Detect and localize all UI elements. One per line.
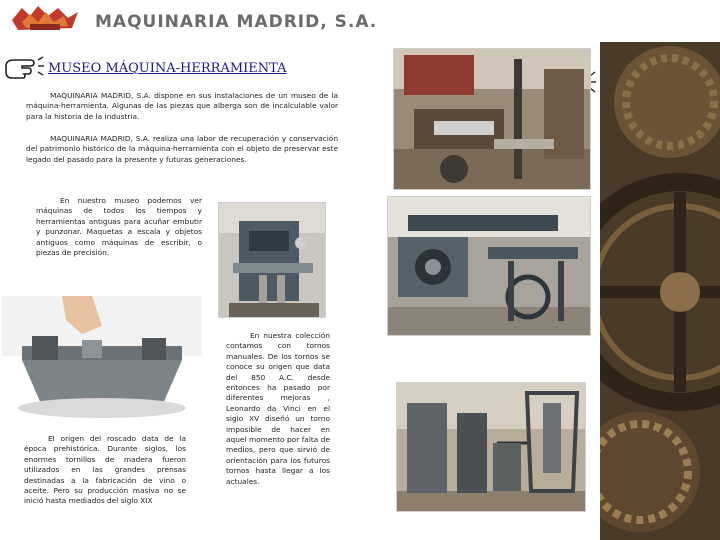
lathe-collection-photo xyxy=(387,196,591,336)
museum-paragraph: En nuestro museo podemos ver máquinas de todos los tiempos y herramientas antiguas para acuñar embutir y punzonar. Maquetas a escala y objetos antiguos como máquinas de escribir, o piezas de precisión. xyxy=(36,196,202,258)
hand-lathe-photo xyxy=(2,296,202,424)
gears-photo xyxy=(600,42,720,540)
conservation-paragraph: MAQUINARIA MADRID, S.A. realiza una labor de recuperación y conservación del patrimonio histórico de la máquina-herramienta con el objeto de preservar este legado del pasado para la presente y futuras generaciones. xyxy=(26,134,338,164)
company-name: MAQUINARIA MADRID, S.A. xyxy=(95,12,378,32)
section-title: MUSEO MÁQUINA-HERRAMIENTA xyxy=(48,61,287,76)
machine-room-photo xyxy=(393,48,591,190)
milling-machine-photo xyxy=(218,202,326,318)
logo-icon xyxy=(8,2,82,34)
screw-presses-photo xyxy=(396,382,586,512)
intro-paragraph: MAQUINARIA MADRID, S.A. dispone en sus instalaciones de un museo de la máquina-herramienta. Algunas de las piezas que alberga son de incalculable valor para la historia de la industria. xyxy=(26,91,338,121)
lathes-paragraph: En nuestra colección contamos con tornos manuales. De los tornos se conoce su origen que data del 850 A.C. desde entonces ha pasado por diferentes mejoras , Leonardo da Vinci en el siglo XV diseñó un torno imposible de hacer en aquel momento por falta de medios, pero que sirvió de orientación para los futuros tornos hasta llegar a los actuales. xyxy=(226,331,330,486)
threading-paragraph: El origen del roscado data de la época prehistórica. Durante siglos, los enormes tornillos de madera fueron utilizados en las grandes prensas destinadas a la fabricación de vino o aceite. Pero su producción masiva no se inició hasta mediados del siglo XIX xyxy=(24,434,186,506)
page-header xyxy=(0,0,720,42)
pointing-hand-icon xyxy=(4,56,44,80)
